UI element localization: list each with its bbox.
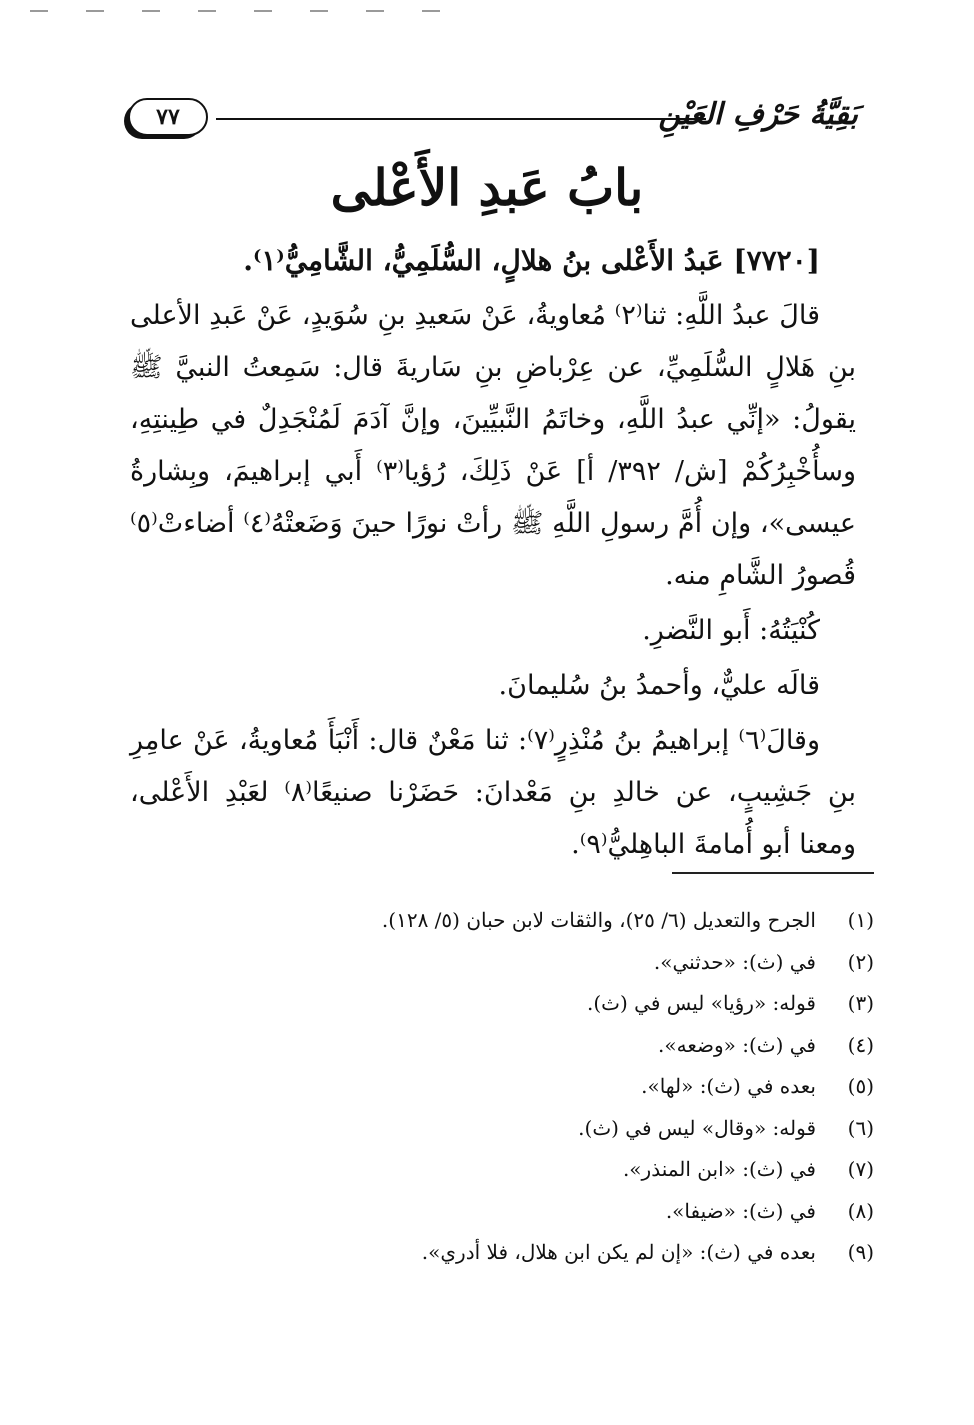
scan-edge-marks [30, 10, 914, 14]
footnote-text: في (ث): «ضيفا». [665, 1198, 816, 1223]
footnote-number: (٥) [847, 1074, 874, 1098]
footnote-item [134, 1232, 874, 1274]
chapter-title: بابُ عَبدِ الأَعْلى [330, 158, 644, 217]
footnote-number: (٢) [847, 949, 874, 974]
footnote-text: الجرح والتعديل (٦/ ٢٥)، والثقات لابن حبان (٥/ ١٢٨). [381, 908, 816, 932]
footnote-item [134, 1191, 874, 1233]
footnote-text: قوله: «وقال» ليس في (ث). [578, 1115, 816, 1140]
footnote-number: (٦) [847, 1115, 874, 1140]
main-text [130, 235, 856, 874]
footnote-text: في (ث): «حدثني». [653, 949, 816, 974]
paragraph-1: قالَ عبدُ اللَّهِ: ثنا⁽٢⁾ مُعاويةُ، عَنْ سَعيدِ بنِ سُوَيدٍ، عَنْ عَبدِ الأعلى بنِ هَلالٍ السُّلَمِيِّ، عن عِرْباضِ بنِ سَاريةَ قال: سَمِعتُ النبيَّ ﷺ يقولُ: «إنِّي عبدُ اللَّهِ، وخاتَمُ النَّبيِّينَ، وإنَّ آدَمَ لَمُنْجَدِلٌ في طِينتِهِ، وسأُخْبِرُكُمْ [ش/ ٣٩٢/ أ] عَنْ ذَلِكَ، رُؤيا⁽٣⁾ أَبي إبراهيمَ، وبِشارةُ عيسى»، وإن أُمَّ رسولِ اللَّهِ ﷺ رأتْ نورًا حينَ وَضَعتْهُ⁽٤⁾ أضاءتْ⁽٥⁾ قُصورُ الشَّامِ منه. [130, 300, 857, 591]
footnote-item [134, 1108, 874, 1150]
footnote-text: في (ث): «وضعه». [658, 1032, 816, 1057]
footnote-item [134, 900, 874, 942]
footnote-number: (٨) [847, 1198, 874, 1223]
footnote-number: (٤) [847, 1032, 874, 1057]
paragraph-kunya: كُنْيَتُهُ: أَبو النَّضرِ. [642, 615, 820, 646]
footnote-number: (٩) [847, 1240, 874, 1264]
footnote-item [134, 1066, 874, 1108]
footnote-text: بعده في (ث): «لها». [641, 1074, 816, 1098]
running-title: بَقِيَّةُ حَرْفِ العَيْنِ [658, 97, 858, 132]
footnote-item [134, 1149, 874, 1191]
footnote-number: (١) [847, 908, 874, 932]
footnote-number: (٣) [847, 991, 874, 1015]
running-header [128, 95, 858, 145]
footnote-item [134, 942, 874, 984]
entry-heading: [٧٧٢٠] عَبدُ الأَعْلى بنُ هلالٍ، السُّلَمِيُّ، الشَّامِيُّ⁽١⁾. [243, 244, 820, 277]
paragraph-4: وقالَ⁽٦⁾ إبراهيمُ بنُ مُنْذِرٍ⁽٧⁾: ثنا مَعْنٌ قال: أَنْبَأَ مُعاويةُ، عَنْ عامِرِ بنِ جَشِيبٍ، عن خالدِ بنِ مَعْدانَ: حَضَرْنا صنيعًا⁽٨⁾ لعَبْدِ الأَعْلى، ومعنا أبو أُمامةَ الباهِليُّ⁽٩⁾. [130, 725, 856, 860]
footnote-text: قوله: «رؤيا» ليس في (ث). [587, 991, 816, 1015]
footnote-text: بعده في (ث): «إن لم يكن ابن هلال، فلا أدري». [421, 1240, 816, 1264]
footnote-separator [672, 872, 874, 874]
page-number-badge: ٧٧ [128, 98, 208, 136]
footnote-number: (٧) [847, 1157, 874, 1181]
footnotes [134, 900, 874, 1274]
footnote-item [134, 983, 874, 1025]
footnote-item [134, 1025, 874, 1067]
header-rule [216, 118, 706, 120]
paragraph-3: قالَه عليٌّ، وأحمدُ بنُ سُليمانَ. [498, 670, 820, 701]
footnote-text: في (ث): «ابن المنذر». [622, 1157, 816, 1181]
